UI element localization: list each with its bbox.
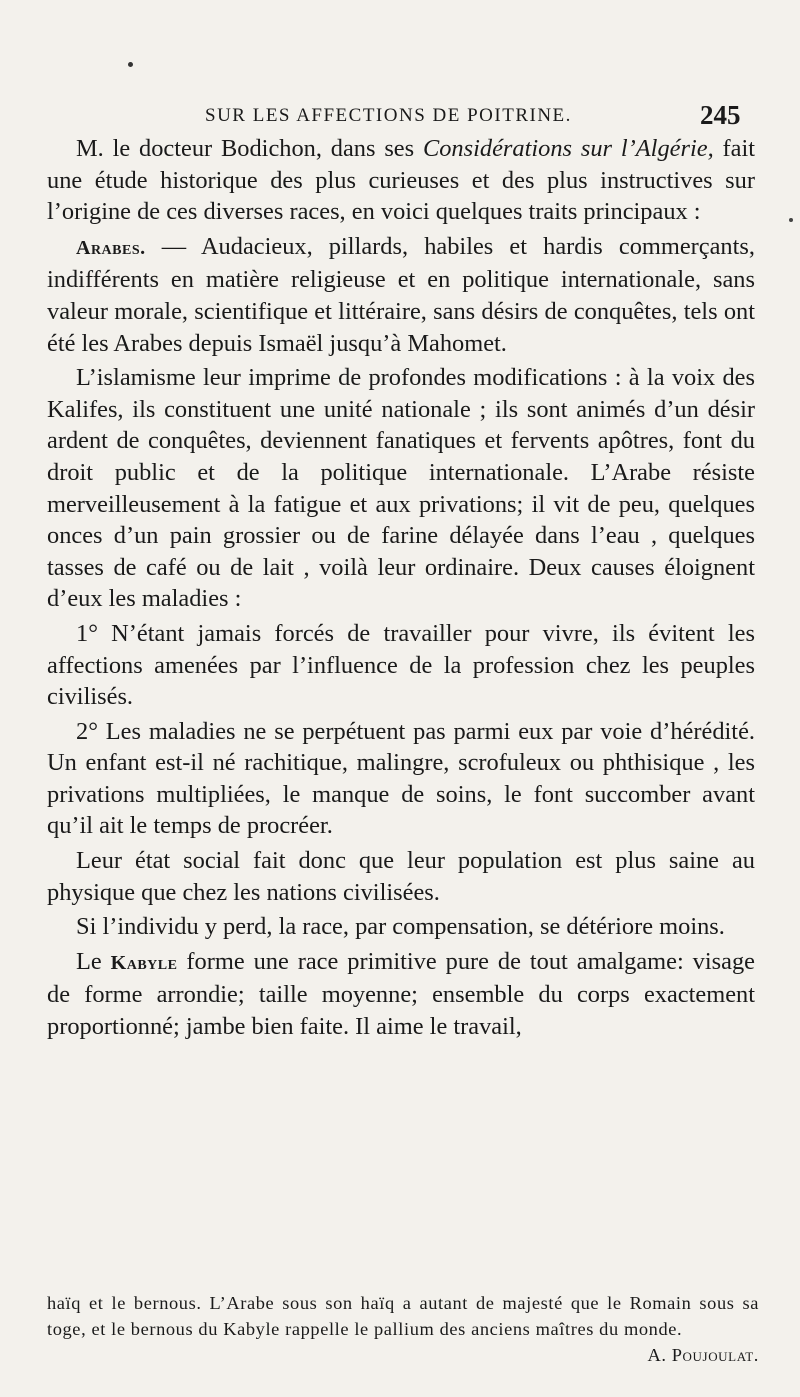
footnote-signature: A. Poujoulat. [647, 1345, 759, 1365]
page-number: 245 [700, 100, 741, 130]
paragraph: 1° N’étant jamais forcés de travailler pour vivre, ils évitent les affections amenées par l’influence de la profession chez les peuples civilisés. [47, 619, 755, 711]
text-run: M. le docteur Bodichon, dans ses [76, 135, 423, 162]
ink-speck [789, 218, 793, 222]
paragraph: 2° Les maladies ne se perpétuent pas parmi eux par voie d’hérédité. Un enfant est-il né rachitique, malingre, scrofuleux ou phthisique , les privations multipliées, le manque de soins, le font succomber avant qu’il ait le temps de procréer. [47, 717, 755, 840]
text-run: forme une race primitive pure de tout amalgame: visage de forme arrondie; taille moyenne; ensemble du corps exactement proportionné; jambe bien faite. Il aime le travail, [47, 947, 755, 1041]
footnote [47, 1290, 759, 1368]
paragraph [47, 231, 755, 359]
paragraph: Leur état social fait donc que leur population est plus saine au physique que chez les nations civilisées. [47, 847, 755, 906]
paragraph: Si l’individu y perd, la race, par compensation, se détériore moins. [76, 913, 725, 941]
main-text [47, 133, 755, 1043]
paragraph [47, 133, 755, 228]
footnote-text [47, 1290, 759, 1365]
text-run: fait une étude historique des plus curieuses et des plus instructives sur l’origine de ces diverses races, en voici quelques traits principaux : [47, 135, 756, 226]
text-run: Le [76, 947, 111, 975]
page-header [0, 102, 800, 132]
text-run: — Audacieux, pillards, habiles et hardis commerçants, indifférents en matière religieuse et en politique internationale, sans valeur morale, scientifique et littéraire, sans désirs de conquêtes, tels ont été les Arabes depuis Ismaël jusqu’à Mahomet. [47, 232, 755, 357]
paragraph: L’islamisme leur imprime de profondes modifications : à la voix des Kalifes, ils constituent une unité nationale ; ils sont animés d’un désir ardent de conquêtes, deviennent fanatiques et fervents apôtres, font du droit public et de la politique internationale. L’Arabe résiste merveilleusement à la fatigue et aux privations; il vit de peu, quelques onces d’un pain grossier ou de farine délayée dans l’eau , quelques tasses de café ou de lait , voilà leur ordinaire. Deux causes éloignent d’eux les maladies : [47, 364, 755, 613]
running-head: SUR LES AFFECTIONS DE POITRINE. [205, 105, 572, 126]
section-lead: Arabes. [76, 236, 146, 259]
ink-speck [128, 62, 133, 67]
paragraph [47, 946, 755, 1043]
section-lead: Kabyle [110, 951, 178, 974]
work-title: Considérations sur l’Algérie, [422, 135, 714, 162]
footnote-body: haïq et le bernous. L’Arabe sous son haïq a autant de majesté que le Romain sous sa toge, et le bernous du Kabyle rappelle le pallium des anciens maîtres du monde. [47, 1293, 759, 1339]
